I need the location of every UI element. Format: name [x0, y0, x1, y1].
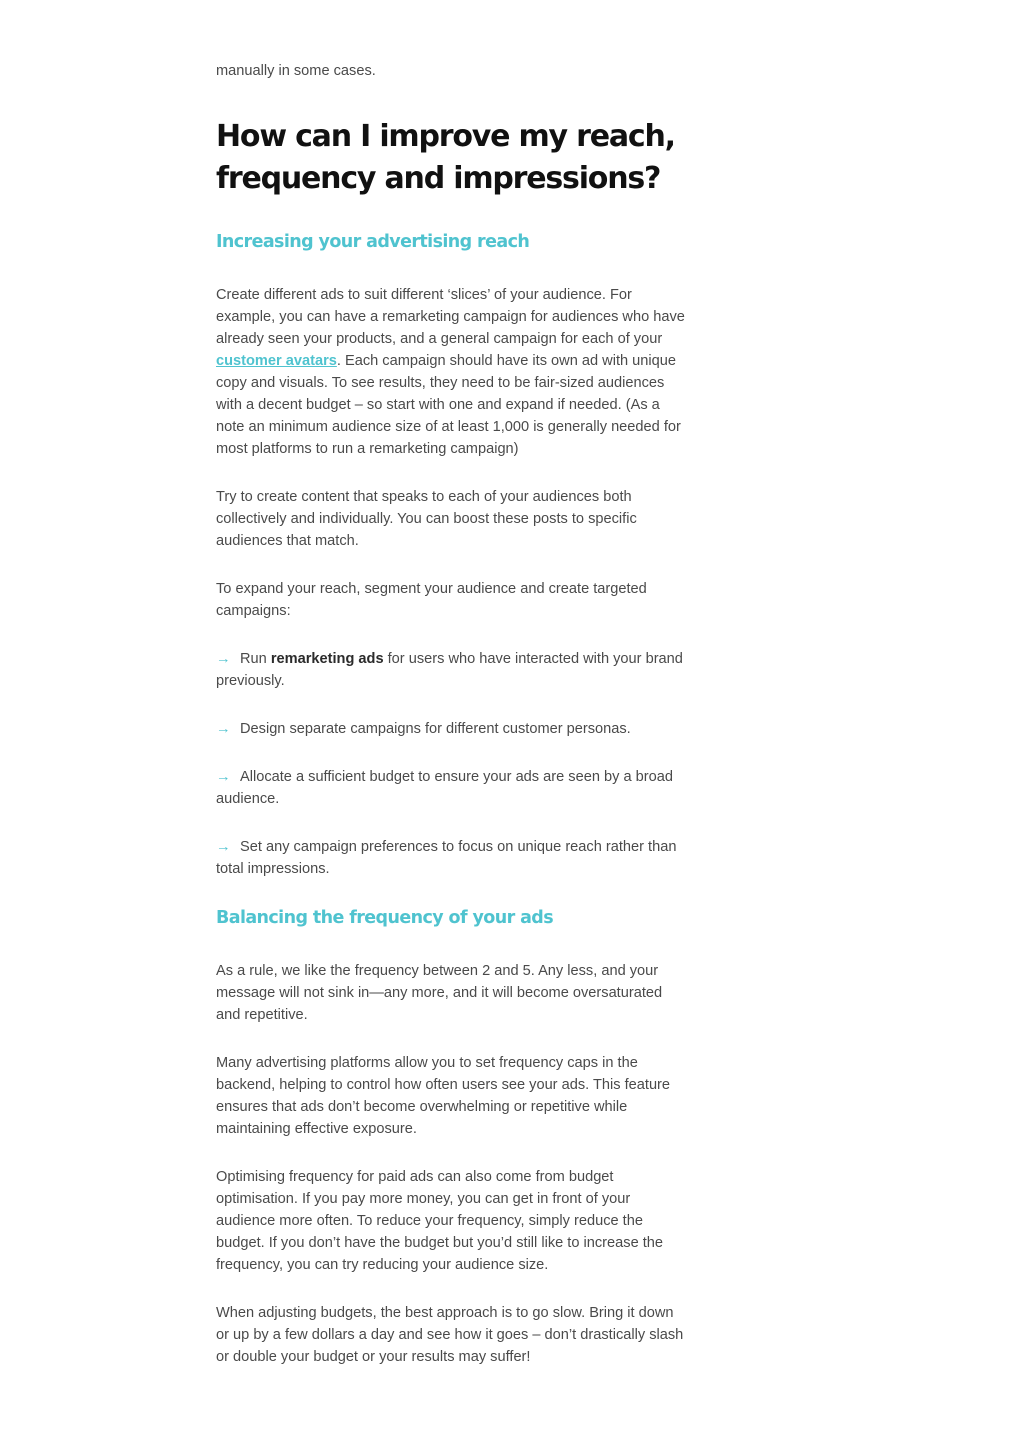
arrow-right-icon: → [216, 721, 231, 737]
reach-p1-text-after: . Each campaign should have its own ad with unique copy and visuals. To see results, they need to be fair-sized audiences with a decent budget – so start with one and expand if needed. (As a note an minimum audience size of at least 1,000 is generally needed for most platforms to run a remarketing campaign) [216, 353, 681, 457]
arrow-right-icon: → [216, 651, 231, 667]
bullet-item-2 [216, 718, 686, 740]
page-title: How can I improve my reach, frequency and impressions? [216, 119, 675, 196]
bullet-1-bold: remarketing ads [270, 651, 384, 667]
bullet-4-text: Set any campaign preferences to focus on unique reach rather than total impressions. [216, 839, 677, 877]
reach-p1-text-before: Create different ads to suit different ‘slices’ of your audience. For example, you can have a remarketing campaign for audiences who have already seen your products, and a general campaign for each of your [216, 287, 685, 347]
bullet-3-text: Allocate a sufficient budget to ensure your ads are seen by a broad audience. [216, 769, 673, 807]
frequency-paragraph-1: As a rule, we like the frequency between 2 and 5. Any less, and your message will not sink in—any more, and it will become oversaturated and repetitive. [216, 963, 663, 1023]
reach-paragraph-2: Try to create content that speaks to each of your audiences both collectively and individually. You can boost these posts to specific audiences that match. [216, 489, 637, 549]
reach-paragraph-1 [216, 284, 686, 460]
customer-avatars-link[interactable]: customer avatars [216, 353, 337, 369]
bullet-item-1 [216, 648, 686, 692]
reach-subheading: Increasing your advertising reach [216, 232, 530, 252]
intro-text: manually in some cases. [216, 63, 376, 79]
frequency-paragraph-4: When adjusting budgets, the best approach is to go slow. Bring it down or up by a few dollars a day and see how it goes – don’t drastically slash or double your budget or your results may suffer! [216, 1305, 684, 1365]
bullet-2-text: Design separate campaigns for different customer personas. [240, 721, 631, 737]
reach-paragraph-3: To expand your reach, segment your audience and create targeted campaigns: [216, 581, 647, 619]
arrow-right-icon: → [216, 839, 231, 855]
bullet-item-4 [216, 836, 686, 880]
frequency-paragraph-3: Optimising frequency for paid ads can also come from budget optimisation. If you pay more money, you can get in front of your audience more often. To reduce your frequency, simply reduce the budget. If you don’t have the budget but you’d still like to increase the frequency, you can try reducing your audience size. [216, 1169, 664, 1273]
bullet-1-before: Run [240, 651, 271, 667]
frequency-paragraph-2: Many advertising platforms allow you to set frequency caps in the backend, helping to control how often users see your ads. This feature ensures that ads don’t become overwhelming or repetitive while maintaining effective exposure. [216, 1055, 671, 1137]
arrow-right-icon: → [216, 769, 231, 785]
article-body [216, 60, 686, 1394]
frequency-subheading: Balancing the frequency of your ads [216, 908, 554, 928]
bullet-item-3 [216, 766, 686, 810]
bullet-1-after: for users who have interacted with your brand previously. [216, 651, 683, 689]
